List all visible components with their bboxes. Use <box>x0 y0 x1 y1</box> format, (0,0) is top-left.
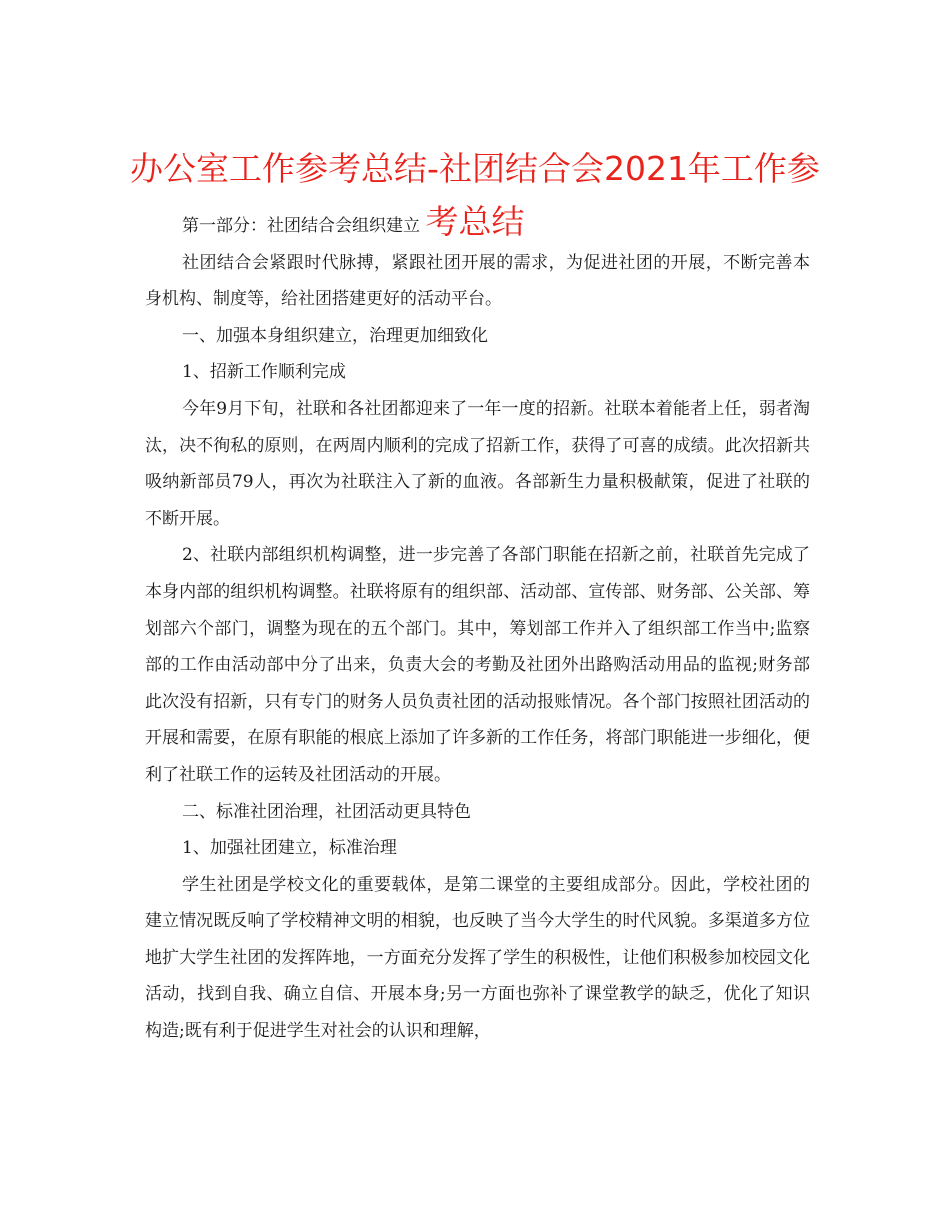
subheading-club-building: 1、加强社团建立，标准治理 <box>182 838 397 859</box>
document-title: 办公室工作参考总结-社团结合会2021年工作参考总结 <box>130 149 820 242</box>
document-body <box>145 208 810 1050</box>
section-heading-organization: 一、加强本身组织建立，治理更加细致化 <box>182 325 488 346</box>
section-heading-management: 二、标准社团治理，社团活动更具特色 <box>182 801 471 822</box>
paragraph-recruitment: 今年9月下旬，社联和各社团都迎来了一年一度的招新。社联本着能者上任，弱者淘汰，决不徇私的原则，在两周内顺利的完成了招新工作，获得了可喜的成绩。此次招新共吸纳新部员79人，再次为社联注入了新的血液。各部新生力量积极献策，促进了社联的不断开展。 <box>145 398 810 529</box>
paragraph-restructure: 2、社联内部组织机构调整，进一步完善了各部门职能在招新之前，社联首先完成了本身内部的组织机构调整。社联将原有的组织部、活动部、宣传部、财务部、公关部、筹划部六个部门，调整为现在的五个部门。其中，筹划部工作并入了组织部工作当中;监察部的工作由活动部中分了出来，负责大会的考勤及社团外出路购活动用品的监视;财务部此次没有招新，只有专门的财务人员负责社团的活动报账情况。各个部门按照社团活动的开展和需要，在原有职能的根底上添加了许多新的工作任务，将部门职能进一步细化，便利了社联工作的运转及社团活动的开展。 <box>145 545 810 785</box>
paragraph-intro: 社团结合会紧跟时代脉搏，紧跟社团开展的需求，为促进社团的开展，不断完善本身机构、制度等，给社团搭建更好的活动平台。 <box>145 252 810 310</box>
paragraph-student-clubs: 学生社团是学校文化的重要载体，是第二课堂的主要组成部分。因此，学校社团的建立情况既反响了学校精神文明的相貌，也反映了当今大学生的时代风貌。多渠道多方位地扩大学生社团的发挥阵地，一方面充分发挥了学生的积极性，让他们积极参加校园文化活动，找到自我、确立自信、开展本身;另一方面也弥补了课堂教学的缺乏，优化了知识构造;既有利于促进学生对社会的认识和理解， <box>145 874 810 1042</box>
section-heading-part-one: 第一部分：社团结合会组织建立 <box>182 216 420 236</box>
subheading-recruitment: 1、招新工作顺利完成 <box>182 362 346 383</box>
